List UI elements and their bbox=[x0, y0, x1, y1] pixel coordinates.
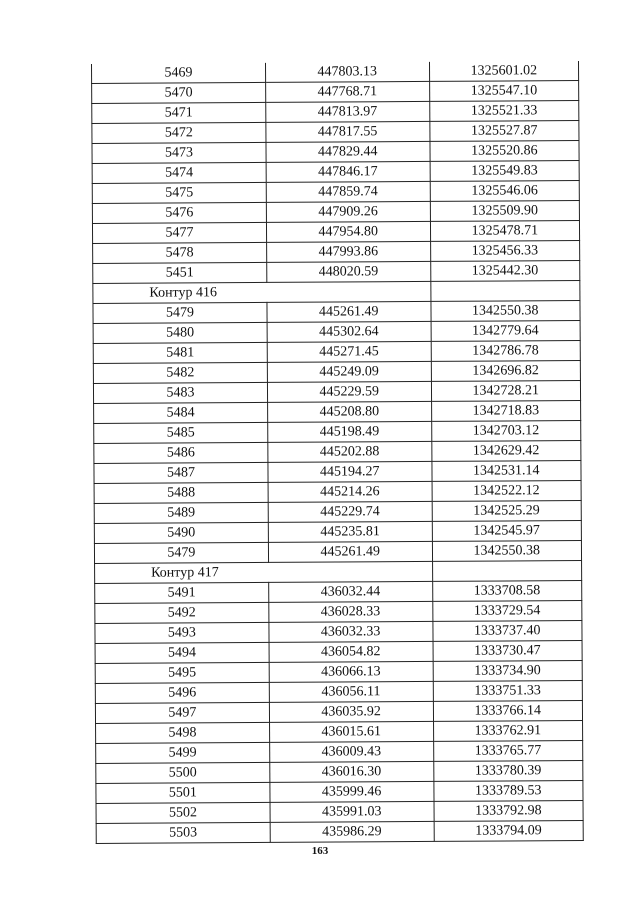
x-coordinate-cell: 447993.86 bbox=[266, 241, 430, 262]
table-row bbox=[95, 621, 582, 644]
table-row bbox=[96, 821, 583, 844]
point-number-cell: 5501 bbox=[96, 782, 270, 803]
point-number-cell: 5475 bbox=[92, 182, 266, 203]
point-number-cell: 5476 bbox=[92, 202, 266, 223]
table-row bbox=[94, 481, 581, 504]
point-number-cell: 5482 bbox=[93, 362, 267, 383]
x-coordinate-cell: 447813.97 bbox=[266, 101, 430, 122]
x-coordinate-cell: 445229.59 bbox=[267, 381, 431, 402]
y-coordinate-cell: 1333729.54 bbox=[432, 601, 582, 622]
x-coordinate-cell: 436015.61 bbox=[269, 721, 433, 742]
point-number-cell: 5494 bbox=[95, 642, 269, 663]
y-coordinate-cell: 1333737.40 bbox=[432, 621, 582, 642]
y-coordinate-cell: 1333780.39 bbox=[433, 761, 583, 782]
empty-cell bbox=[432, 561, 582, 582]
coordinates-table-body bbox=[91, 61, 583, 843]
x-coordinate-cell: 445194.27 bbox=[268, 461, 432, 482]
table-row bbox=[93, 341, 580, 364]
table-row bbox=[92, 141, 579, 164]
y-coordinate-cell: 1325549.83 bbox=[430, 161, 580, 182]
table-row bbox=[94, 501, 581, 524]
y-coordinate-cell: 1342779.64 bbox=[431, 321, 581, 342]
x-coordinate-cell: 436054.82 bbox=[269, 641, 433, 662]
y-coordinate-cell: 1342718.83 bbox=[431, 401, 581, 422]
x-coordinate-cell: 436028.33 bbox=[269, 601, 433, 622]
x-coordinate-cell: 435991.03 bbox=[270, 801, 434, 822]
point-number-cell: 5474 bbox=[92, 162, 266, 183]
table-row bbox=[95, 581, 582, 604]
table-row bbox=[92, 101, 579, 124]
x-coordinate-cell: 447817.55 bbox=[266, 121, 430, 142]
x-coordinate-cell: 435999.46 bbox=[270, 781, 434, 802]
point-number-cell: 5499 bbox=[96, 742, 270, 763]
y-coordinate-cell: 1342786.78 bbox=[431, 341, 581, 362]
table-row bbox=[92, 221, 579, 244]
x-coordinate-cell: 436056.11 bbox=[269, 681, 433, 702]
y-coordinate-cell: 1333762.91 bbox=[433, 721, 583, 742]
table-row bbox=[94, 401, 581, 424]
x-coordinate-cell: 445249.09 bbox=[267, 361, 431, 382]
point-number-cell: 5481 bbox=[93, 342, 267, 363]
x-coordinate-cell: 447954.80 bbox=[266, 221, 430, 242]
table-row bbox=[96, 761, 583, 784]
y-coordinate-cell: 1342531.14 bbox=[431, 461, 581, 482]
table-row bbox=[92, 81, 579, 104]
x-coordinate-cell: 436016.30 bbox=[270, 761, 434, 782]
point-number-cell: 5480 bbox=[93, 322, 267, 343]
y-coordinate-cell: 1342629.42 bbox=[431, 441, 581, 462]
x-coordinate-cell: 445208.80 bbox=[267, 401, 431, 422]
table-row bbox=[95, 701, 582, 724]
table-row bbox=[96, 721, 583, 744]
x-coordinate-cell: 445229.74 bbox=[268, 501, 432, 522]
coordinates-table bbox=[91, 61, 584, 844]
point-number-cell: 5487 bbox=[94, 462, 268, 483]
point-number-cell: 5498 bbox=[96, 722, 270, 743]
y-coordinate-cell: 1333730.47 bbox=[433, 641, 583, 662]
x-coordinate-cell: 448020.59 bbox=[267, 261, 431, 282]
y-coordinate-cell: 1325520.86 bbox=[430, 141, 580, 162]
point-number-cell: 5477 bbox=[92, 222, 266, 243]
y-coordinate-cell: 1325509.90 bbox=[430, 201, 580, 222]
y-coordinate-cell: 1342545.97 bbox=[432, 521, 582, 542]
x-coordinate-cell: 445261.49 bbox=[267, 301, 431, 322]
point-number-cell: 5473 bbox=[92, 142, 266, 163]
x-coordinate-cell: 447859.74 bbox=[266, 181, 430, 202]
x-coordinate-cell: 436009.43 bbox=[269, 741, 433, 762]
table-row bbox=[95, 681, 582, 704]
table-row bbox=[92, 201, 579, 224]
point-number-cell: 5484 bbox=[94, 402, 268, 423]
table-row bbox=[94, 461, 581, 484]
contour-label: Контур 416 bbox=[93, 281, 431, 303]
point-number-cell: 5483 bbox=[93, 382, 267, 403]
x-coordinate-cell: 436066.13 bbox=[269, 661, 433, 682]
point-number-cell: 5479 bbox=[94, 542, 268, 563]
x-coordinate-cell: 445214.26 bbox=[268, 481, 432, 502]
table-row bbox=[92, 121, 579, 144]
point-number-cell: 5479 bbox=[93, 302, 267, 323]
table-row bbox=[95, 641, 582, 664]
x-coordinate-cell: 447846.17 bbox=[266, 161, 430, 182]
x-coordinate-cell: 445261.49 bbox=[268, 541, 432, 562]
y-coordinate-cell: 1342703.12 bbox=[431, 421, 581, 442]
point-number-cell: 5496 bbox=[95, 682, 269, 703]
y-coordinate-cell: 1325478.71 bbox=[430, 221, 580, 242]
table-row bbox=[94, 441, 581, 464]
table-row bbox=[96, 801, 583, 824]
page-number: 163 bbox=[311, 845, 329, 857]
y-coordinate-cell: 1342550.38 bbox=[432, 541, 582, 562]
point-number-cell: 5491 bbox=[95, 582, 269, 603]
y-coordinate-cell: 1333765.77 bbox=[433, 741, 583, 762]
point-number-cell: 5486 bbox=[94, 442, 268, 463]
point-number-cell: 5493 bbox=[95, 622, 269, 643]
table-row bbox=[92, 181, 579, 204]
x-coordinate-cell: 447803.13 bbox=[265, 62, 429, 82]
table-row bbox=[93, 321, 580, 344]
y-coordinate-cell: 1333734.90 bbox=[433, 661, 583, 682]
x-coordinate-cell: 445202.88 bbox=[268, 441, 432, 462]
y-coordinate-cell: 1325546.06 bbox=[430, 181, 580, 202]
y-coordinate-cell: 1325527.87 bbox=[429, 121, 579, 142]
contour-label: Контур 417 bbox=[95, 561, 433, 583]
y-coordinate-cell: 1325456.33 bbox=[430, 241, 580, 262]
x-coordinate-cell: 436035.92 bbox=[269, 701, 433, 722]
point-number-cell: 5478 bbox=[93, 242, 267, 263]
x-coordinate-cell: 445271.45 bbox=[267, 341, 431, 362]
table-row bbox=[94, 421, 581, 444]
x-coordinate-cell: 447768.71 bbox=[265, 81, 429, 102]
point-number-cell: 5502 bbox=[96, 802, 270, 823]
y-coordinate-cell: 1342522.12 bbox=[432, 481, 582, 502]
table-row bbox=[93, 241, 580, 264]
table-row bbox=[93, 301, 580, 324]
y-coordinate-cell: 1325547.10 bbox=[429, 81, 579, 102]
y-coordinate-cell: 1342696.82 bbox=[431, 361, 581, 382]
x-coordinate-cell: 435986.29 bbox=[270, 821, 434, 842]
y-coordinate-cell: 1333708.58 bbox=[432, 581, 582, 602]
point-number-cell: 5503 bbox=[96, 822, 270, 843]
x-coordinate-cell: 445198.49 bbox=[268, 421, 432, 442]
table-row bbox=[95, 601, 582, 624]
y-coordinate-cell: 1333792.98 bbox=[434, 801, 584, 822]
table-row bbox=[96, 781, 583, 804]
x-coordinate-cell: 445302.64 bbox=[267, 321, 431, 342]
y-coordinate-cell: 1333789.53 bbox=[433, 781, 583, 802]
y-coordinate-cell: 1333751.33 bbox=[433, 681, 583, 702]
table-row bbox=[92, 161, 579, 184]
y-coordinate-cell: 1342728.21 bbox=[431, 381, 581, 402]
point-number-cell: 5451 bbox=[93, 262, 267, 283]
x-coordinate-cell: 447829.44 bbox=[266, 141, 430, 162]
point-number-cell: 5495 bbox=[95, 662, 269, 683]
point-number-cell: 5471 bbox=[92, 102, 266, 123]
point-number-cell: 5500 bbox=[96, 762, 270, 783]
y-coordinate-cell: 1333766.14 bbox=[433, 701, 583, 722]
x-coordinate-cell: 436032.44 bbox=[269, 581, 433, 602]
y-coordinate-cell: 1325601.02 bbox=[429, 61, 579, 81]
y-coordinate-cell: 1342525.29 bbox=[432, 501, 582, 522]
point-number-cell: 5472 bbox=[92, 122, 266, 143]
y-coordinate-cell: 1325442.30 bbox=[430, 261, 580, 282]
table-row bbox=[96, 741, 583, 764]
point-number-cell: 5469 bbox=[91, 63, 265, 84]
table-row bbox=[93, 261, 580, 284]
point-number-cell: 5497 bbox=[95, 702, 269, 723]
table-row bbox=[93, 361, 580, 384]
x-coordinate-cell: 447909.26 bbox=[266, 201, 430, 222]
table-row bbox=[91, 61, 578, 83]
y-coordinate-cell: 1325521.33 bbox=[429, 101, 579, 122]
point-number-cell: 5492 bbox=[95, 602, 269, 623]
table-row bbox=[95, 661, 582, 684]
y-coordinate-cell: 1333794.09 bbox=[434, 821, 584, 842]
point-number-cell: 5490 bbox=[94, 522, 268, 543]
point-number-cell: 5488 bbox=[94, 482, 268, 503]
table-row bbox=[94, 521, 581, 544]
y-coordinate-cell: 1342550.38 bbox=[430, 301, 580, 322]
empty-cell bbox=[430, 281, 580, 302]
point-number-cell: 5489 bbox=[94, 502, 268, 523]
x-coordinate-cell: 436032.33 bbox=[269, 621, 433, 642]
x-coordinate-cell: 445235.81 bbox=[268, 521, 432, 542]
point-number-cell: 5470 bbox=[92, 82, 266, 103]
point-number-cell: 5485 bbox=[94, 422, 268, 443]
table-row bbox=[94, 541, 581, 564]
table-row bbox=[93, 381, 580, 404]
